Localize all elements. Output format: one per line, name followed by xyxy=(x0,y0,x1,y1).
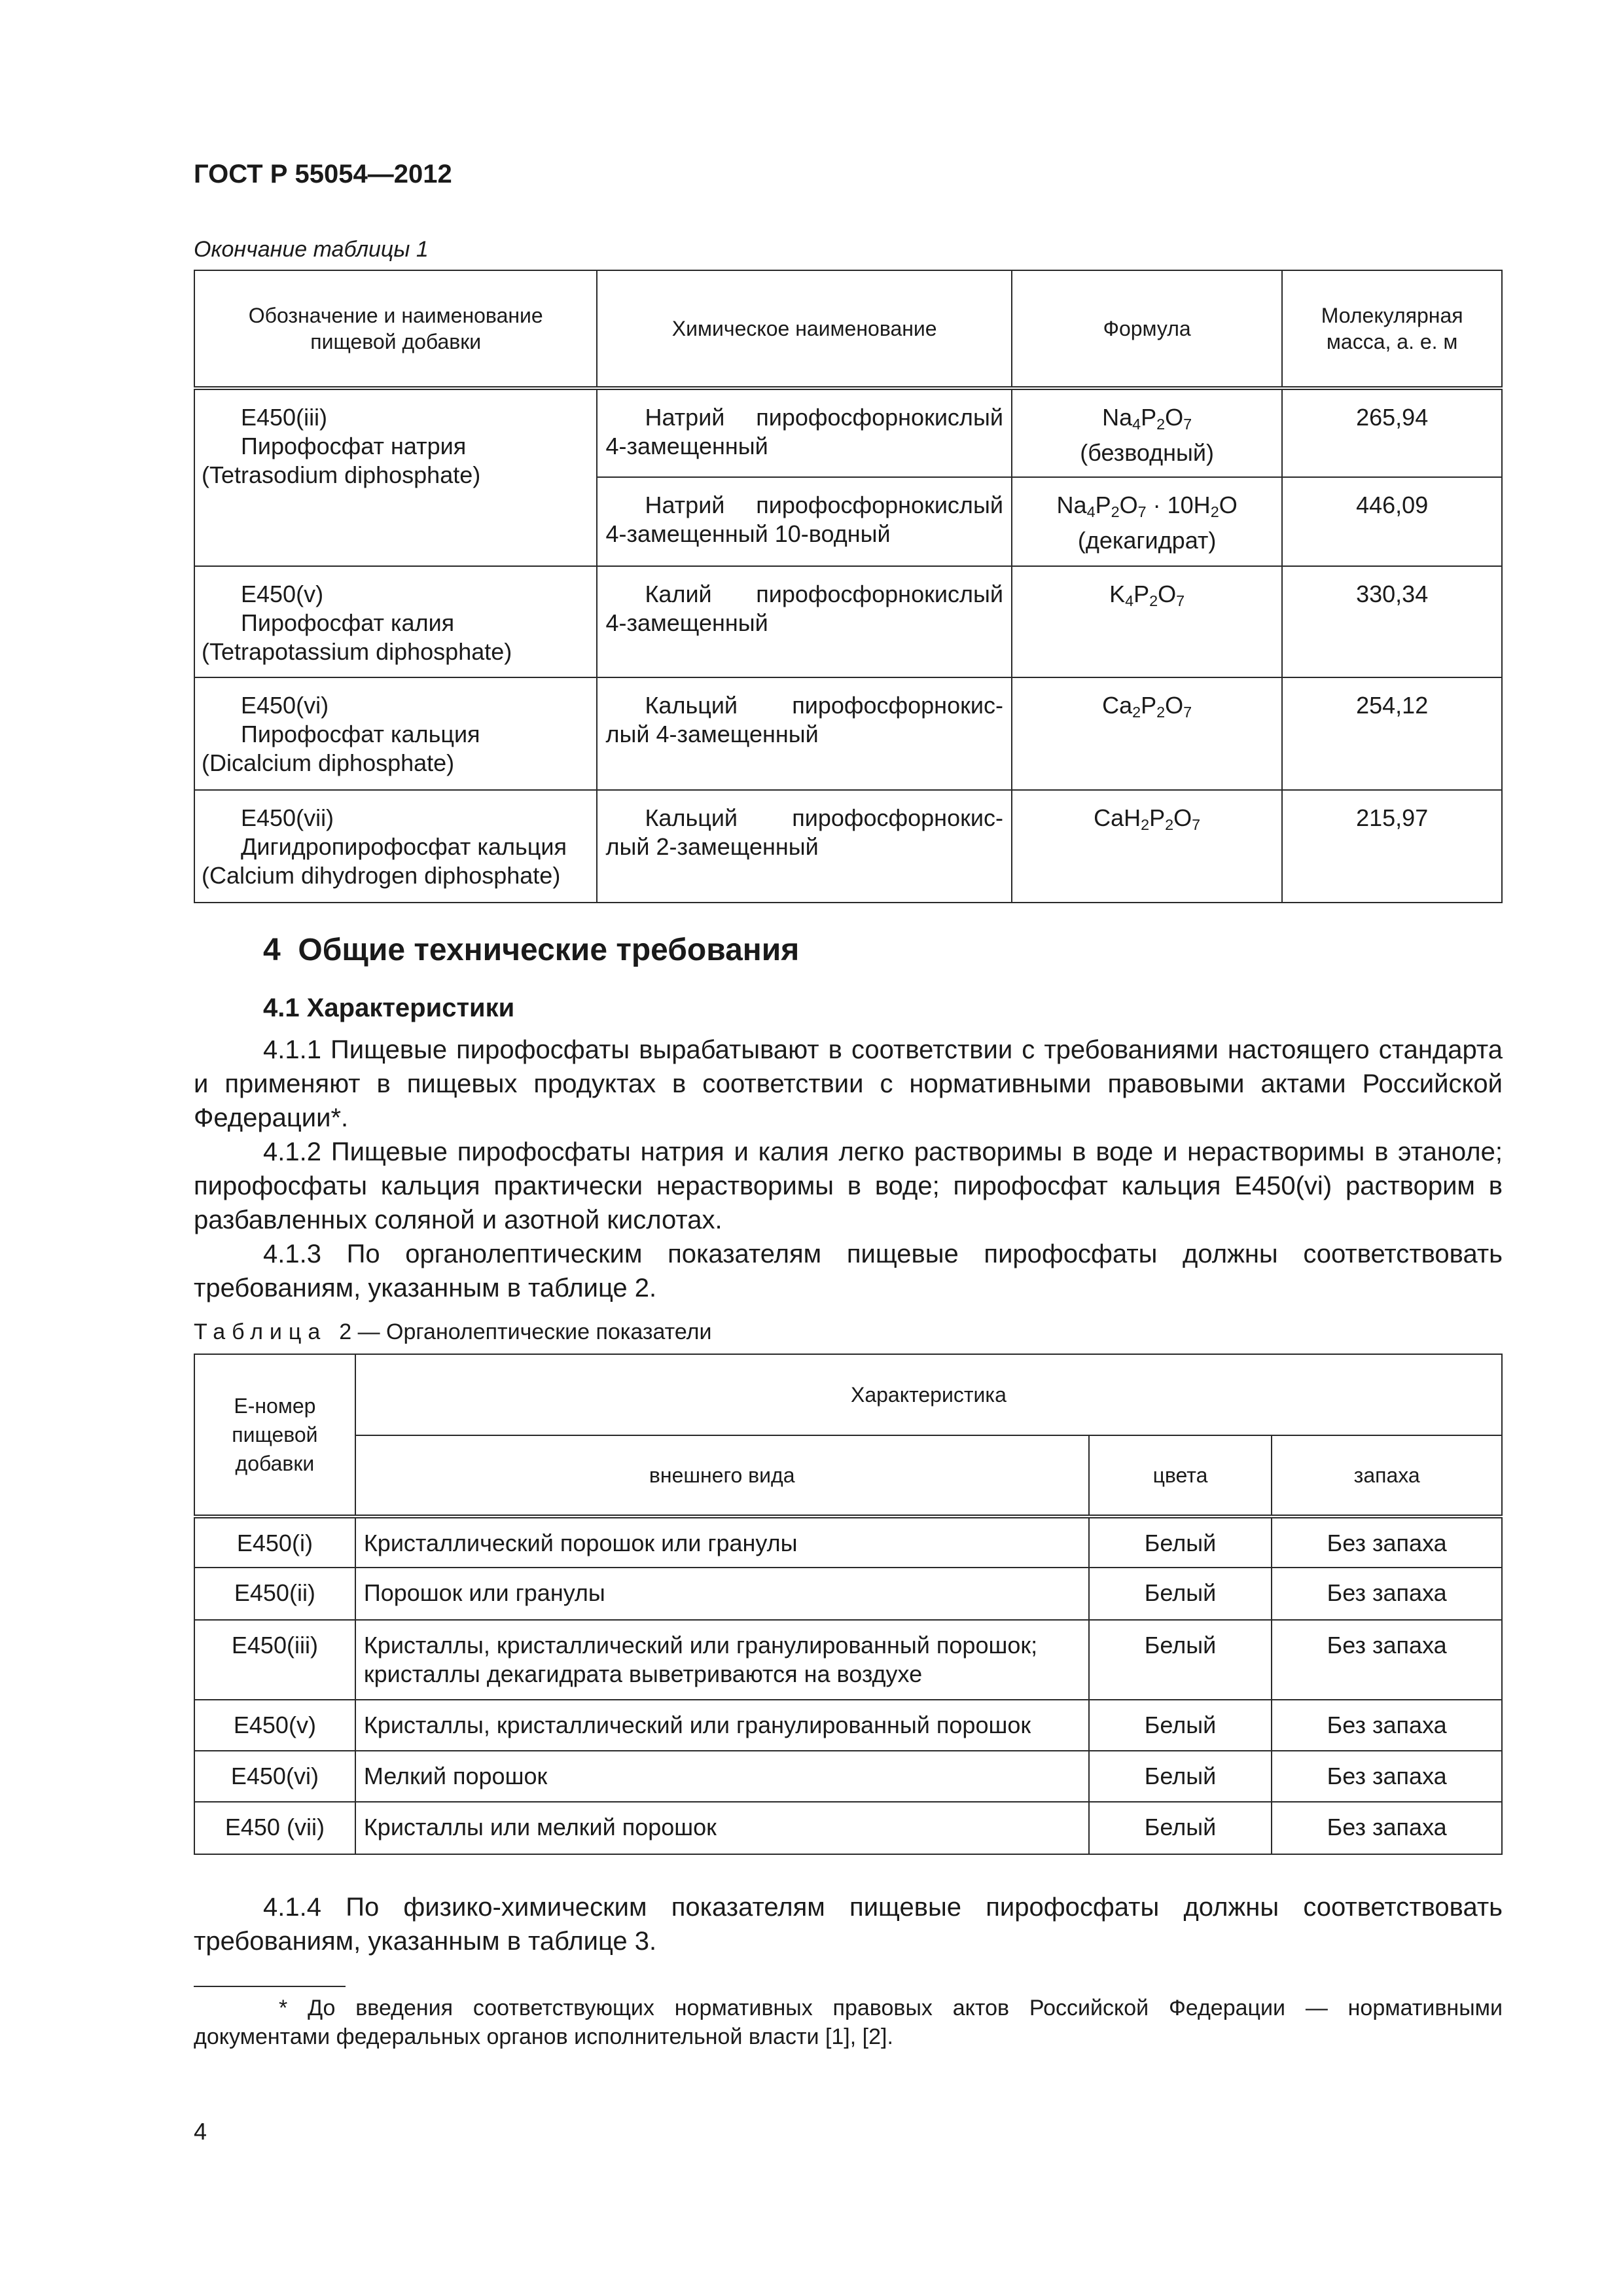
paragraph-4-1-4: 4.1.4 По физико-химическим показателям пищевые пирофосфаты должны соответствовать требованиям, указанным в таблице 3. xyxy=(194,1893,1503,1956)
table2-col-smell-header: запаха xyxy=(1272,1435,1502,1516)
table-row xyxy=(194,677,1502,790)
subsection-4-1-heading: 4.1 Характеристики xyxy=(263,994,515,1022)
table1-mass: 215,97 xyxy=(1282,790,1502,903)
table1-formula: $Na_4P_2O_7$ (безводный) xyxy=(1012,388,1282,477)
document-code-header: ГОСТ Р 55054—2012 xyxy=(194,160,452,188)
table2-e-number: E450(v) xyxy=(194,1700,355,1751)
table2-smell: Без запаха xyxy=(1272,1751,1502,1802)
table2-appearance: Кристаллы, кристаллический или гранулированный порошок; кристаллы декагидрата выветриваются на воздухе xyxy=(355,1620,1089,1700)
table2-e-number: E450 (vii) xyxy=(194,1802,355,1854)
table1-continuation-label: Окончание таблицы 1 xyxy=(194,237,429,262)
table2-color: Белый xyxy=(1089,1516,1272,1568)
table2-appearance: Кристаллы или мелкий порошок xyxy=(355,1802,1089,1854)
table1-mass: 446,09 xyxy=(1282,477,1502,566)
table1-mass: 254,12 xyxy=(1282,677,1502,790)
table1-chem-name: Кальций пирофосфорнокис- лый 2-замещенный xyxy=(597,790,1011,903)
table2-appearance: Мелкий порошок xyxy=(355,1751,1089,1802)
table-row xyxy=(194,1568,1502,1620)
table1-additive-name: E450(iii) Пирофосфат натрия (Tetrasodium diphosphate) xyxy=(194,388,597,566)
footnote-divider xyxy=(194,1986,346,1987)
table2-smell: Без запаха xyxy=(1272,1568,1502,1620)
formula-text: $Na_4P_2O_7 \cdot 10H_2O$ xyxy=(1056,492,1238,520)
table1-mass: 330,34 xyxy=(1282,566,1502,677)
table1 xyxy=(194,270,1503,903)
table2-appearance: Кристаллический порошок или гранулы xyxy=(355,1516,1089,1568)
table2-e-number: E450(vi) xyxy=(194,1751,355,1802)
table2-subheader-row xyxy=(194,1435,1502,1516)
table2-smell: Без запаха xyxy=(1272,1516,1502,1568)
table2-col-e-header: E-номер пищевой добавки xyxy=(194,1354,355,1516)
table1-formula: $Na_4P_2O_7 \cdot 10H_2O$ (декагидрат) xyxy=(1012,477,1282,566)
table1-additive-name: E450(vii) Дигидропирофосфат кальция (Calcium dihydrogen diphosphate) xyxy=(194,790,597,903)
table1-header-row xyxy=(194,270,1502,388)
table2-smell: Без запаха xyxy=(1272,1700,1502,1751)
table2-e-number: E450(i) xyxy=(194,1516,355,1568)
paragraph-4-1-3: 4.1.3 По органолептическим показателям пищевые пирофосфаты должны соответствовать требованиям, указанным в таблице 2. xyxy=(194,1240,1503,1302)
table2-header-row xyxy=(194,1354,1502,1435)
table2 xyxy=(194,1354,1503,1855)
table2-color: Белый xyxy=(1089,1620,1272,1700)
table2-caption: Таблица 2 — Органолептические показатели xyxy=(194,1319,712,1344)
table2-col-color-header: цвета xyxy=(1089,1435,1272,1516)
table-row xyxy=(194,790,1502,903)
table1-col-formula-header: Формула xyxy=(1012,270,1282,388)
table1-formula: $K_4P_2O_7$ xyxy=(1012,566,1282,677)
table-row xyxy=(194,1516,1502,1568)
table2-col-look-header: внешнего вида xyxy=(355,1435,1089,1516)
table-row xyxy=(194,1700,1502,1751)
table-row xyxy=(194,1620,1502,1700)
table2-smell: Без запаха xyxy=(1272,1620,1502,1700)
formula-text: $Na_4P_2O_7$ xyxy=(1102,404,1192,433)
table1-additive-name: E450(v) Пирофосфат калия (Tetrapotassium diphosphate) xyxy=(194,566,597,677)
table2-color: Белый xyxy=(1089,1700,1272,1751)
table1-chem-name: Натрий пирофосфорнокислый 4-замещенный xyxy=(597,388,1011,477)
footnote: * До введения соответствующих нормативных правовых актов Российской Федерации — нормативными документами федеральных органов исполнительной власти [1], [2]. xyxy=(194,1996,1503,2049)
table2-color: Белый xyxy=(1089,1751,1272,1802)
paragraph-4-1-2: 4.1.2 Пищевые пирофосфаты натрия и калия легко растворимы в воде и нерастворимы в этаноле; пирофосфаты кальция практически нерастворимы в воде; пирофосфат кальция E450(vi) растворим в разбавленных соляной и азотной кислотах. xyxy=(194,1138,1503,1234)
table2-appearance: Кристаллы, кристаллический или гранулированный порошок xyxy=(355,1700,1089,1751)
table1-col-chem-header: Химическое наименование xyxy=(597,270,1011,388)
table1-additive-name: E450(vi) Пирофосфат кальция (Dicalcium diphosphate) xyxy=(194,677,597,790)
table2-col-group-header: Характеристика xyxy=(355,1354,1502,1435)
paragraph-4-1-1: 4.1.1 Пищевые пирофосфаты вырабатывают в соответствии с требованиями настоящего стандарта и применяют в пищевых продуктах в соответствии с нормативными правовыми актами Российской Федерации*. xyxy=(194,1035,1503,1132)
table1-chem-name: Калий пирофосфорнокислый 4-замещенный xyxy=(597,566,1011,677)
table1-chem-name: Натрий пирофосфорнокислый 4-замещенный 10-водный xyxy=(597,477,1011,566)
table-row xyxy=(194,1802,1502,1854)
table2-e-number: E450(ii) xyxy=(194,1568,355,1620)
table2-appearance: Порошок или гранулы xyxy=(355,1568,1089,1620)
table2-color: Белый xyxy=(1089,1568,1272,1620)
table2-color: Белый xyxy=(1089,1802,1272,1854)
table1-formula: $CaH_2P_2O_7$ xyxy=(1012,790,1282,903)
section-4-heading: 4 Общие технические требования xyxy=(263,933,800,967)
table-row xyxy=(194,1751,1502,1802)
table-row xyxy=(194,566,1502,677)
table1-mass: 265,94 xyxy=(1282,388,1502,477)
table2-smell: Без запаха xyxy=(1272,1802,1502,1854)
table1-col-name-header: Обозначение и наименование пищевой добавки xyxy=(194,270,597,388)
table1-col-mass-header: Молекулярная масса, а. е. м xyxy=(1282,270,1502,388)
table1-formula: $Ca_2P_2O_7$ xyxy=(1012,677,1282,790)
table1-chem-name: Кальций пирофосфорнокис- лый 4-замещенный xyxy=(597,677,1011,790)
table-row xyxy=(194,388,1502,477)
table2-e-number: E450(iii) xyxy=(194,1620,355,1700)
page-number: 4 xyxy=(194,2118,207,2145)
